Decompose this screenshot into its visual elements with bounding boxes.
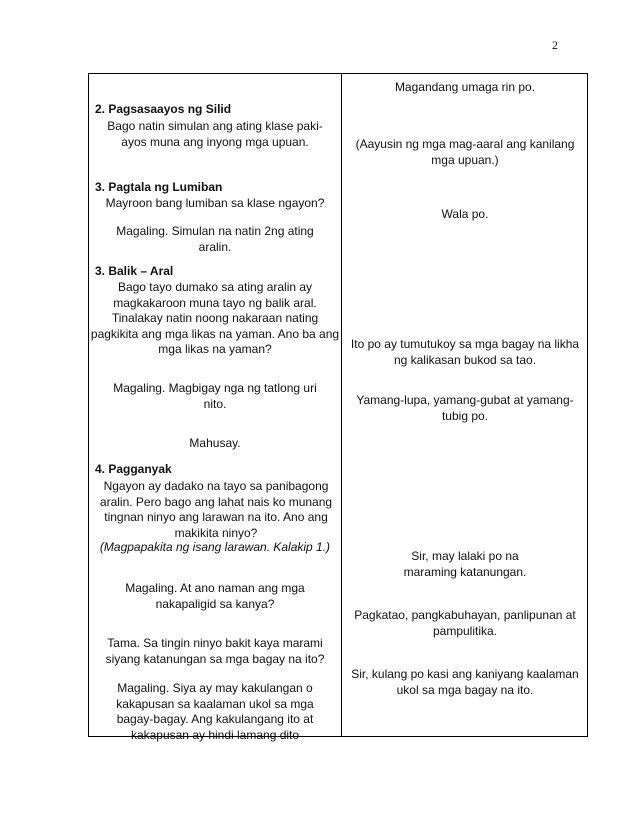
teacher-text-balik-aral: Bago tayo dumako sa ating aralin ay magkakaroon muna tayo ng balik aral. Tinalakay natin noong nakaraan nating pagkikita ang mga likas na yaman. Ano ba ang mga likas na yaman? — [90, 280, 340, 356]
teacher-text-pagsasaayos: Bago natin simulan ang ating klase paki-ayos muna ang inyong mga upuan. — [107, 119, 323, 149]
section-heading-pagganyak: 4. Pagganyak — [95, 462, 172, 476]
student-response-wala: Wala po. — [441, 207, 489, 221]
teacher-note-larawan: (Magpapakita ng isang larawan. Kalakip 1.) — [99, 540, 331, 554]
section-heading-pagsasaayos: 2. Pagsasaayos ng Silid — [95, 102, 232, 116]
section-heading-pagtala: 3. Pagtala ng Lumiban — [95, 180, 223, 194]
student-response-upuan: (Aayusin ng mga mag-aaral ang kanilang mga upuan.) — [355, 137, 575, 167]
teacher-question-lumiban: Mayroon bang lumiban sa klase ngayon? — [105, 196, 325, 210]
student-response-umaga: Magandang umaga rin po. — [394, 80, 536, 94]
teacher-mahusay: Mahusay. — [189, 436, 241, 450]
student-response-kaalaman: Sir, kulang po kasi ang kaniyang kaalaman ukol sa mga bagay na ito. — [351, 667, 579, 697]
section-heading-balik-aral: 3. Balik – Aral — [95, 264, 174, 278]
student-response-likas-yaman: Ito po ay tumutukoy sa mga bagay na likha ng kalikasan bukod sa tao. — [350, 337, 580, 367]
student-response-larawan: Sir, may lalaki po na maraming katanungan. — [403, 549, 527, 579]
teacher-question-katanungan: Tama. Sa tingin ninyo bakit kaya marami siyang katanungan sa mga bagay na ito? — [105, 636, 325, 666]
lesson-plan-table — [88, 73, 588, 742]
teacher-text-kakulangan: Magaling. Siya ay may kakulangan o kakapusan sa kaalaman ukol sa mga bagay-bagay. Ang kakulangang ito at kakapusan ay hindi lamang dito — [116, 681, 314, 742]
teacher-praise-uri: Magaling. Magbigay nga ng tatlong uri nito. — [113, 381, 317, 411]
teacher-question-nakapaligid: Magaling. At ano naman ang mga nakapaligid sa kanya? — [125, 581, 305, 611]
student-response-uri: Yamang-lupa, yamang-gubat at yamang-tubig po. — [356, 393, 574, 423]
teacher-praise-simulan: Magaling. Simulan na natin 2ng ating aralin. — [116, 224, 314, 254]
page-number: 2 — [552, 38, 558, 52]
student-response-nakapaligid: Pagkatao, pangkabuhayan, panlipunan at pampulitika. — [354, 608, 576, 638]
teacher-text-pagganyak: Ngayon ay dadako na tayo sa panibagong aralin. Pero bago ang lahat nais ko munang tingnan ninyo ang larawan na ito. Ano ang makikita ninyo? — [99, 479, 333, 540]
